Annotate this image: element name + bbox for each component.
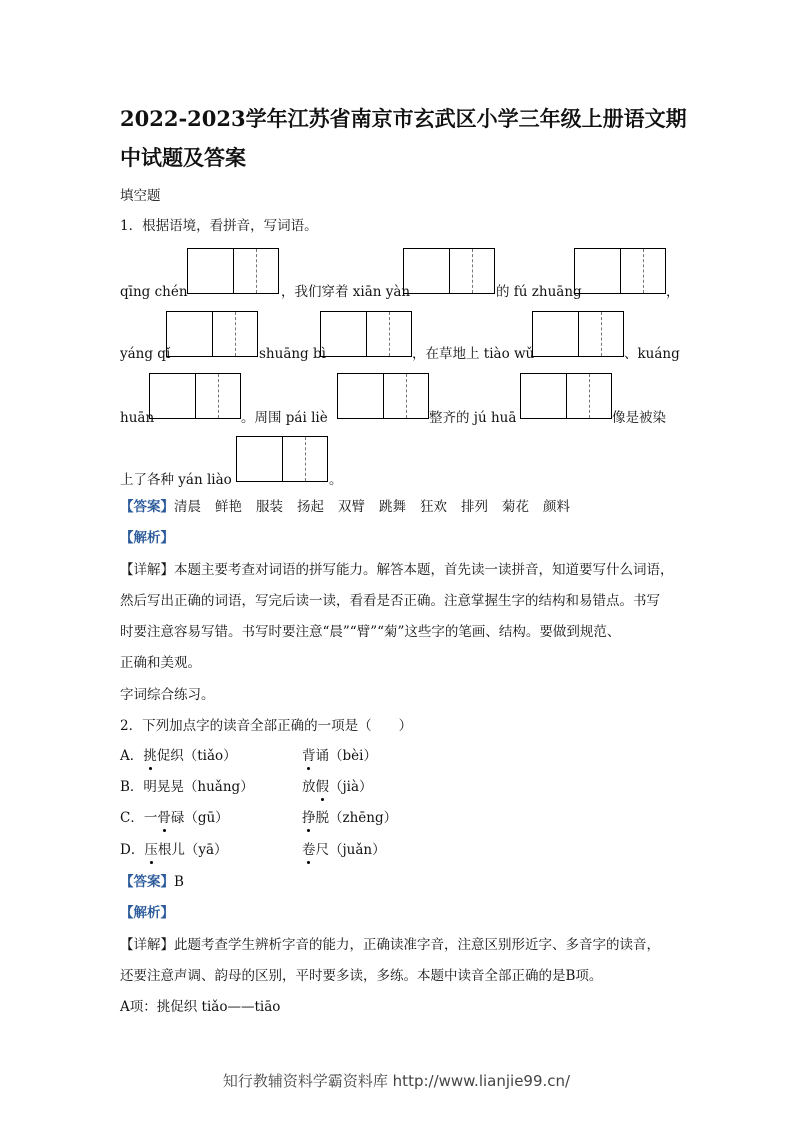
writing-box-9[interactable] (520, 373, 612, 419)
option-label: C． (120, 810, 144, 826)
dotted-char: 背 (302, 748, 316, 764)
option-d-second (302, 840, 386, 860)
option-d (120, 840, 228, 860)
detail-text: 此题考查学生辨析字音的能力，正确读准字音，注意区别形近字、多音字的读音， (174, 937, 660, 953)
dotted-char: 卷 (302, 842, 316, 858)
option-word: （jià） (329, 779, 373, 795)
option-label: D． (120, 842, 145, 858)
detail-tag: 【详解】 (120, 937, 174, 953)
row4-text-1: 上了各种 yán liào (120, 472, 232, 488)
detail-tag: 【详解】 (120, 562, 174, 578)
writing-box-7[interactable] (149, 373, 241, 419)
writing-box-1[interactable] (187, 248, 279, 294)
detail-1-line1 (120, 560, 674, 580)
answer-word: 狂欢 (420, 499, 447, 515)
answer-value: B (174, 874, 184, 890)
document-title-line1: 2022-2023学年江苏省南京市玄武区小学三年级上册语文期 (120, 106, 687, 131)
writing-box-3[interactable] (574, 248, 666, 294)
option-label: A． (120, 748, 144, 764)
row1-text-2: 的 fú zhuāng (496, 284, 582, 300)
detail-1-line4: 正确和美观。 (120, 655, 201, 671)
row3-text-3: 像是被染 (612, 410, 666, 426)
answer-word: 双臂 (338, 499, 365, 515)
detail-1-line2: 然后写出正确的词语，写完后读一读，看看是否正确。注意掌握生字的结构和易错点。书写 (120, 593, 660, 609)
analysis-tag-1: 【解析】 (120, 530, 174, 546)
option-label: B． (120, 779, 144, 795)
option-b-second (302, 777, 373, 797)
answer-tag: 【答案】 (120, 874, 174, 890)
question-1-stem: 1．根据语境，看拼音，写词语。 (120, 218, 318, 234)
writing-box-2[interactable] (403, 248, 495, 294)
answer-word: 跳舞 (379, 499, 406, 515)
option-word: 一 (143, 810, 158, 826)
answer-tag: 【答案】 (120, 499, 174, 515)
row2-text-3: 、kuáng (624, 346, 680, 362)
option-a-second (302, 746, 377, 766)
option-word: 脱（zhēng） (315, 810, 398, 826)
answer-word: 颜料 (543, 499, 570, 515)
row4-text-2: 。 (329, 472, 343, 488)
option-word: 晃（huǎng） (170, 779, 254, 795)
detail-2-line2: 还要注意声调、韵母的区别，平时要多读，多练。本题中读音全部正确的是B项。 (120, 968, 603, 984)
answer-line-1 (120, 497, 570, 517)
row2-text-2: ，在草地上 tiào wǔ (412, 346, 535, 362)
dotted-char: 挣 (302, 810, 316, 826)
option-word: 放 (302, 779, 316, 795)
option-word: 明晃 (143, 779, 171, 795)
section-heading-2: 字词综合练习。 (120, 687, 215, 703)
answer-word: 鲜艳 (215, 499, 242, 515)
row2-text-1: shuāng bì (259, 346, 326, 362)
question-2-stem: 2．下列加点字的读音全部正确的一项是（ ） (120, 718, 413, 734)
dotted-char: 压 (144, 842, 158, 858)
answer-word: 扬起 (297, 499, 324, 515)
writing-box-8[interactable] (337, 373, 429, 419)
option-c-second (302, 808, 397, 828)
option-a (120, 746, 237, 766)
detail-text: 本题主要考查对词语的拼写能力。解答本题，首先读一读拼音，知道要写什么词语， (174, 562, 674, 578)
row1-text-3: ， (666, 284, 680, 300)
writing-box-10[interactable] (236, 436, 328, 482)
answer-line-2 (120, 872, 184, 892)
row1-text-1: ，我们穿着 xiān yàn (281, 284, 411, 300)
option-word: 根儿（yā） (157, 842, 228, 858)
option-word: 诵（bèi） (315, 748, 377, 764)
pinyin-huan: huān (120, 410, 155, 426)
option-word: 尺（juǎn） (315, 842, 386, 858)
dotted-char: 挑 (143, 748, 157, 764)
detail-1-line3: 时要注意容易写错。书写时要注意“晨”“臂”“菊”这些字的笔画、结构。要做到规范、 (120, 624, 621, 640)
answer-word: 排列 (461, 499, 488, 515)
pinyin-qing-chen: qīng chén (120, 284, 188, 300)
answer-word: 服装 (256, 499, 283, 515)
writing-box-4[interactable] (166, 311, 258, 357)
writing-box-6[interactable] (532, 311, 624, 357)
page-footer: 知行教辅资料学霸资料库 http://www.lianjie99.cn/ (222, 1072, 571, 1090)
detail-2-line1 (120, 935, 660, 955)
option-c (120, 808, 229, 828)
row3-text-1: 。周围 pái liè (241, 410, 328, 426)
writing-box-5[interactable] (320, 311, 412, 357)
option-word: 促织（tiǎo） (156, 748, 237, 764)
option-word: 碌（gū） (170, 810, 229, 826)
row3-text-2: 整齐的 jú huā (429, 410, 517, 426)
section-heading: 填空题 (120, 188, 161, 204)
dotted-char: 骨 (157, 810, 171, 826)
analysis-tag-2: 【解析】 (120, 905, 174, 921)
dotted-char: 假 (315, 779, 329, 795)
pinyin-yang-qi: yáng qǐ (120, 346, 171, 362)
option-b (120, 777, 254, 797)
detail-2-line3: A项：挑促织 tiǎo——tiāo (120, 999, 281, 1015)
answer-word: 清晨 (174, 499, 201, 515)
answer-word: 菊花 (502, 499, 529, 515)
document-title-line2: 中试题及答案 (120, 145, 246, 170)
